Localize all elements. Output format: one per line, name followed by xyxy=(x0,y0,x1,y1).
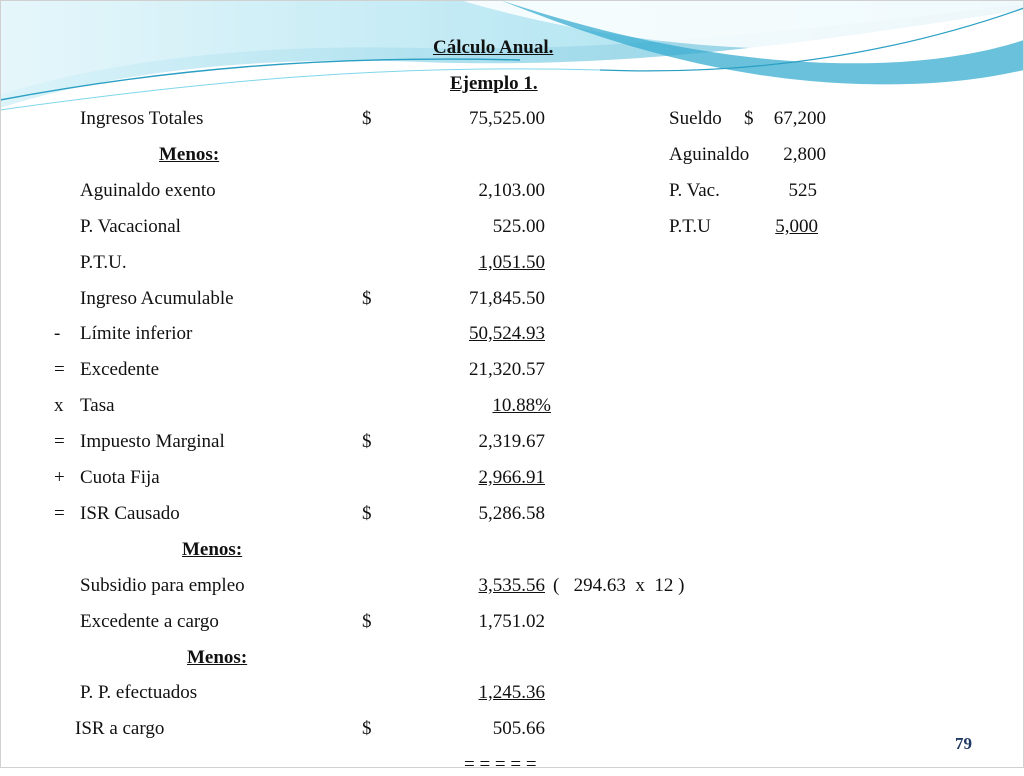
section-header-menos: Menos: xyxy=(182,539,243,560)
row-label: Excedente xyxy=(80,359,160,380)
side-note-label: P.T.U xyxy=(669,216,711,237)
row-amount: 505.66 xyxy=(492,718,545,739)
row-amount: 1,245.36 xyxy=(478,682,545,703)
side-note-currency: $ xyxy=(744,108,754,129)
side-note-value: 525 xyxy=(788,180,817,201)
row-amount: 75,525.00 xyxy=(469,108,545,129)
row-label: Cuota Fija xyxy=(80,467,160,488)
row-label: ISR a cargo xyxy=(75,718,165,739)
row-label: Ingresos Totales xyxy=(80,108,204,129)
row-label: Excedente a cargo xyxy=(80,611,219,632)
section-header-menos: Menos: xyxy=(187,647,248,668)
row-amount: 3,535.56 xyxy=(478,575,545,596)
row-currency: $ xyxy=(362,718,372,739)
row-label: P.T.U. xyxy=(80,252,127,273)
side-note-value: 2,800 xyxy=(783,144,826,165)
row-amount: 525.00 xyxy=(492,216,545,237)
row-label: P. Vacacional xyxy=(80,216,181,237)
side-note-value: 67,200 xyxy=(773,108,826,129)
slide-subtitle: Ejemplo 1. xyxy=(450,73,538,94)
row-currency: $ xyxy=(362,288,372,309)
row-currency: $ xyxy=(362,108,372,129)
row-amount: 2,319.67 xyxy=(478,431,545,452)
row-amount: 2,103.00 xyxy=(478,180,545,201)
row-label: P. P. efectuados xyxy=(80,682,198,703)
row-currency: $ xyxy=(362,503,372,524)
row-label: Tasa xyxy=(80,395,115,416)
row-note: ( 294.63 x 12 ) xyxy=(553,575,685,596)
row-label: Ingreso Acumulable xyxy=(80,288,234,309)
slide-title: Cálculo Anual. xyxy=(433,37,554,58)
double-underline-mark: = = = = = xyxy=(464,754,537,775)
row-amount: 50,524.93 xyxy=(469,323,545,344)
row-operator: = xyxy=(54,359,65,380)
row-operator: + xyxy=(54,467,65,488)
row-operator: - xyxy=(54,323,61,344)
row-currency: $ xyxy=(362,431,372,452)
side-note-value: 5,000 xyxy=(775,216,818,237)
side-note-label: Sueldo xyxy=(669,108,722,129)
side-note-label: Aguinaldo xyxy=(669,144,750,165)
row-label: Impuesto Marginal xyxy=(80,431,225,452)
row-amount: 10.88% xyxy=(492,395,551,416)
row-amount: 5,286.58 xyxy=(478,503,545,524)
row-amount: 2,966.91 xyxy=(478,467,545,488)
row-label: Subsidio para empleo xyxy=(80,575,245,596)
row-label: Límite inferior xyxy=(80,323,193,344)
side-note-label: P. Vac. xyxy=(669,180,720,201)
row-operator: x xyxy=(54,395,64,416)
row-currency: $ xyxy=(362,611,372,632)
row-label: Aguinaldo exento xyxy=(80,180,216,201)
row-amount: 1,051.50 xyxy=(478,252,545,273)
row-amount: 71,845.50 xyxy=(469,288,545,309)
row-label: ISR Causado xyxy=(80,503,180,524)
row-operator: = xyxy=(54,431,65,452)
row-amount: 21,320.57 xyxy=(469,359,545,380)
page-number: 79 xyxy=(955,734,972,753)
row-amount: 1,751.02 xyxy=(478,611,545,632)
row-operator: = xyxy=(54,503,65,524)
section-header-menos: Menos: xyxy=(159,144,220,165)
